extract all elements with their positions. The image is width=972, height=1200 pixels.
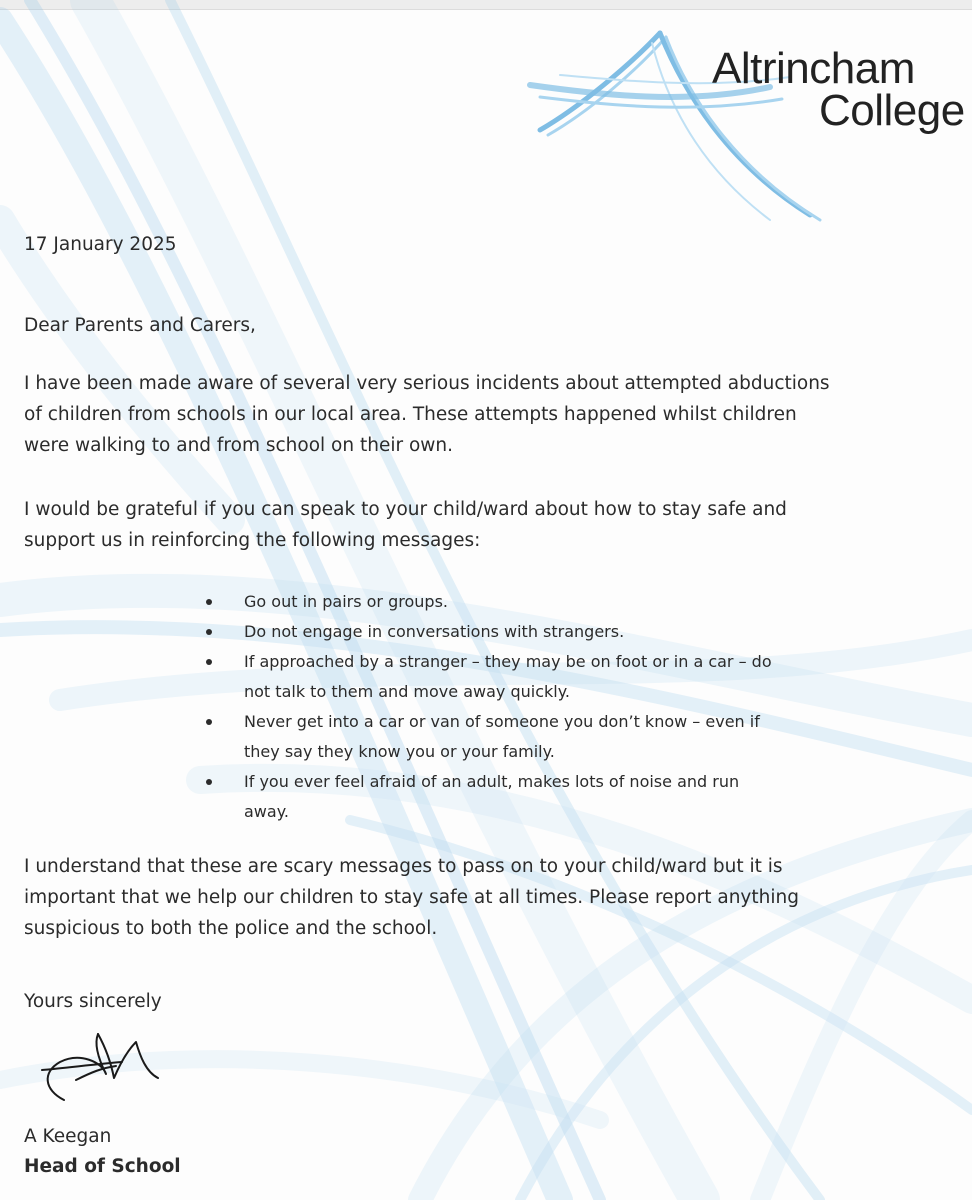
list-item-text: If you ever feel afraid of an adult, makes lots of noise and run bbox=[244, 772, 740, 791]
bullet-icon bbox=[206, 719, 212, 725]
paragraph-line: important that we help our children to stay safe at all times. Please report anything bbox=[24, 887, 799, 908]
paragraph-line: I would be grateful if you can speak to your child/ward about how to stay safe and bbox=[24, 499, 787, 520]
list-item-text: they say they know you or your family. bbox=[244, 742, 555, 761]
bullet-icon bbox=[206, 659, 212, 665]
safety-messages-list bbox=[196, 587, 772, 827]
college-name-line2: College bbox=[819, 86, 965, 135]
bullet-icon bbox=[206, 779, 212, 785]
signatory-name: A Keegan bbox=[24, 1126, 112, 1147]
bullet-icon bbox=[206, 599, 212, 605]
paragraph-line: were walking to and from school on their own. bbox=[24, 435, 454, 456]
list-item-text: Never get into a car or van of someone you don’t know – even if bbox=[244, 712, 760, 731]
college-name-line1: Altrincham bbox=[712, 44, 915, 93]
signature-image bbox=[36, 1028, 166, 1106]
list-item-text: not talk to them and move away quickly. bbox=[244, 682, 570, 701]
paragraph-line: I understand that these are scary messages to pass on to your child/ward but it is bbox=[24, 856, 783, 877]
college-name bbox=[712, 44, 965, 135]
list-item-text: Do not engage in conversations with strangers. bbox=[244, 622, 625, 641]
signatory-title: Head of School bbox=[24, 1156, 181, 1177]
paragraph-line: of children from schools in our local area. These attempts happened whilst children bbox=[24, 404, 797, 425]
list-item-text: Go out in pairs or groups. bbox=[244, 592, 448, 611]
list-item bbox=[196, 587, 772, 617]
list-item bbox=[196, 707, 772, 767]
list-item-text: away. bbox=[244, 802, 289, 821]
closing: Yours sincerely bbox=[24, 991, 162, 1012]
paragraph-line: support us in reinforcing the following messages: bbox=[24, 530, 481, 551]
paragraph-line: suspicious to both the police and the school. bbox=[24, 918, 438, 939]
letter-date: 17 January 2025 bbox=[24, 234, 177, 255]
bullet-icon bbox=[206, 629, 212, 635]
list-item bbox=[196, 767, 772, 827]
list-item bbox=[196, 617, 772, 647]
list-item-text: If approached by a stranger – they may be on foot or in a car – do bbox=[244, 652, 772, 671]
list-item bbox=[196, 647, 772, 707]
paragraph-line: I have been made aware of several very serious incidents about attempted abductions bbox=[24, 373, 830, 394]
salutation: Dear Parents and Carers, bbox=[24, 315, 256, 336]
